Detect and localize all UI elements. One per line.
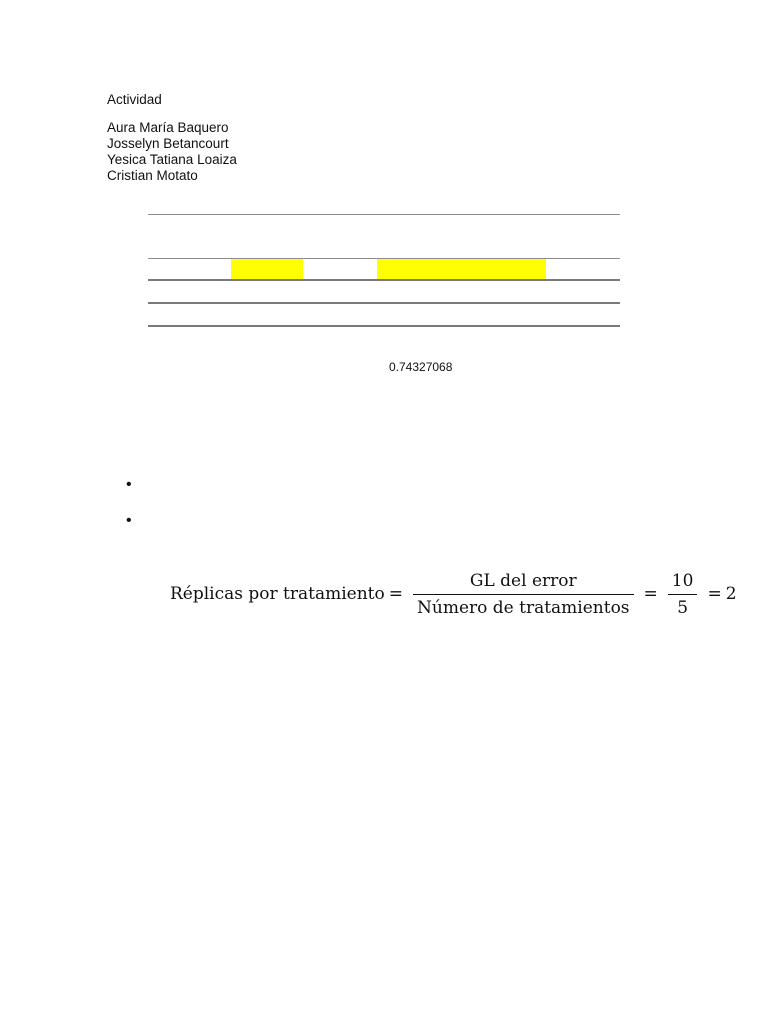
fraction-numeric: [668, 571, 698, 618]
fraction-denominator: Número de tratamientos: [417, 597, 630, 618]
author-name: Josselyn Betancourt: [107, 136, 229, 151]
highlighted-cell-1: [231, 259, 303, 280]
replicas-formula: [170, 568, 737, 620]
fraction-gl-over-treatments: [413, 571, 634, 618]
author-name: Yesica Tatiana Loaiza: [107, 152, 237, 167]
bullet-dot: •: [126, 512, 132, 529]
equals-sign: =: [707, 584, 722, 604]
formula-lhs: Réplicas por tratamiento: [170, 584, 385, 604]
author-name: Cristian Motato: [107, 168, 198, 183]
highlighted-cell-2: [377, 259, 546, 280]
fraction-numerator: 10: [671, 570, 694, 591]
table-top-rule: [148, 214, 620, 215]
results-table: [148, 212, 620, 332]
table-bottom-rule: [148, 325, 620, 327]
table-row-rule: [148, 279, 620, 281]
bullet-list: [126, 476, 132, 548]
equals-sign: =: [388, 584, 403, 604]
author-name: Aura María Baquero: [107, 120, 229, 135]
list-item: [126, 476, 132, 512]
formula-result: 2: [725, 584, 737, 604]
fraction-numerator: GL del error: [469, 570, 577, 591]
result-value: 0.74327068: [389, 360, 453, 374]
bullet-dot: •: [126, 476, 132, 493]
table-row-rule: [148, 302, 620, 304]
equals-sign: =: [643, 584, 658, 604]
document-title: Actividad: [107, 92, 162, 107]
fraction-denominator: 5: [677, 597, 689, 618]
list-item: [126, 512, 132, 548]
author-list: [107, 120, 237, 184]
